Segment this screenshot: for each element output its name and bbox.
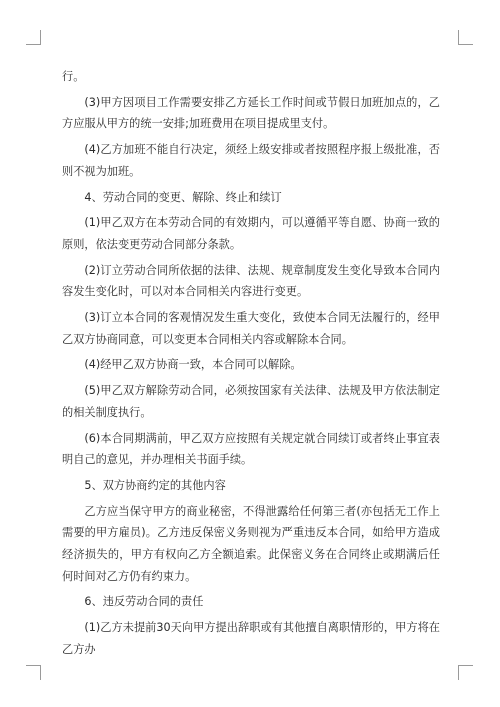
paragraph: (1)甲乙双方在本劳动合同的有效期内，可以遵循平等自愿、协商一致的原则，依法变更劳动合同部分条款。: [62, 216, 440, 251]
paragraph: (6)本合同期满前，甲乙双方应按照有关规定就合同续订或者终止事宜表明自己的意见，并办理相关书面手续。: [62, 431, 440, 467]
crop-mark-top-right: [458, 30, 473, 45]
paragraph: (3)订立本合同的客观情况发生重大变化，致使本合同无法履行的，经甲乙双方协商同意，可以变更本合同相关内容或解除本合同。: [62, 311, 440, 346]
crop-mark-bottom-left: [26, 665, 41, 680]
paragraph: (4)乙方加班不能自行决定，须经上级安排或者按照程序报上级批准，否则不视为加班。: [62, 143, 440, 178]
contract-body: [62, 66, 440, 664]
section-heading: 6、违反劳动合同的责任: [84, 595, 204, 609]
section-heading: 4、劳动合同的变更、解除、终止和续订: [84, 190, 282, 204]
paragraph: (5)甲乙双方解除劳动合同，必须按国家有关法律、法规及甲方依法制定的相关制度执行。: [62, 384, 440, 419]
crop-mark-bottom-right: [458, 665, 473, 680]
paragraph: (1)乙方未提前30天向甲方提出辞职或有其他擅自离职情形的，甲方将在乙方办: [62, 621, 440, 656]
paragraph: (4)经甲乙双方协商一致，本合同可以解除。: [84, 358, 302, 372]
paragraph: (2)订立劳动合同所依据的法律、法规、规章制度发生变化导致本合同内容发生变化时，可以对本合同相关内容进行变更。: [62, 263, 440, 299]
section-heading: 5、双方协商约定的其他内容: [84, 478, 226, 492]
paragraph: 乙方应当保守甲方的商业秘密，不得泄露给任何第三者(亦包括无工作上需要的甲方雇员)。乙方违反保密义务则视为严重违反本合同，如给甲方造成经济损失的，甲方有权向乙方全额追索。此保密义务在合同终止或期满后任何时间对乙方仍有约束力。: [62, 504, 440, 583]
crop-mark-top-left: [26, 30, 41, 45]
paragraph: (3)甲方因项目工作需要安排乙方延长工作时间或节假日加班加点的，乙方应服从甲方的统一安排;加班费用在项目提成里支付。: [62, 95, 440, 131]
paragraph: 行。: [62, 70, 85, 83]
